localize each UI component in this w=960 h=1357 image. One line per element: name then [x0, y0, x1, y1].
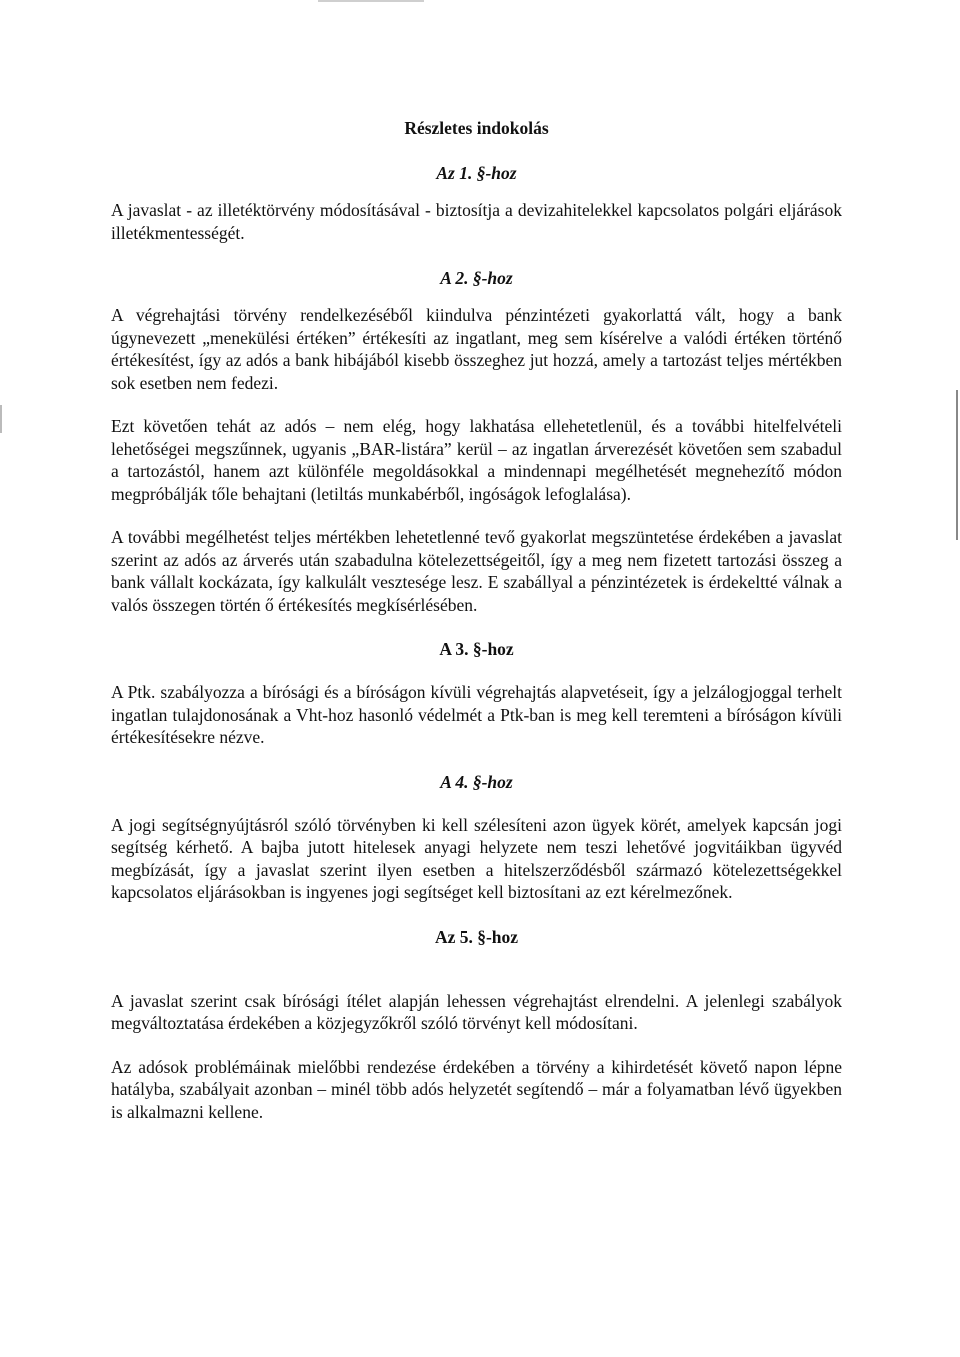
scan-margin-mark — [0, 405, 2, 433]
scan-margin-line — [956, 390, 958, 540]
paragraph-3-1: A Ptk. szabályozza a bírósági és a bíróságon kívüli végrehajtás alapvetéseit, így a jelzálogjoggal terhelt ingatlan tulajdonosának a Vht-hoz hasonló védelmét a Ptk-ban is meg kell teremteni a bíróságon kívüli értékesítésekre nézve. — [111, 682, 842, 747]
section-heading-4: A 4. §-hoz — [440, 771, 513, 792]
paragraph-1-1: A javaslat - az illetéktörvény módosításával - biztosítja a devizahitelekkel kapcsolatos polgári eljárások illetékmentességét. — [111, 200, 842, 243]
section-heading-2: A 2. §-hoz — [440, 268, 513, 288]
document-title: Részletes indokolás — [404, 118, 549, 138]
section-heading-1: Az 1. §-hoz — [436, 163, 517, 183]
paragraph-2-3: A további megélhetést teljes mértékben lehetetlenné tevő gyakorlat megszüntetése érdekében a javaslat szerint az adós az árverés után szabadulna kötelezettségeitől, így a meg nem fizetett tartozási összeg a bank vállalt kockázata, így kalkulált vesztesége lesz. E szabállyal a pénzintézetek is érdekeltté válnak a valós összegen történ ő értékesítés megkísérlésében. — [111, 527, 842, 615]
section-heading-3: A 3. §-hoz — [439, 639, 514, 659]
section-heading-5: Az 5. §-hoz — [434, 926, 519, 947]
paragraph-5-1: A javaslat szerint csak bírósági ítélet alapján lehessen végrehajtást elrendelni. A jelenlegi szabályok megváltoztatása érdekében a közjegyzőkről szóló törvényt kell módosítani. — [111, 990, 842, 1033]
paragraph-4-1: A jogi segítségnyújtásról szóló törvényben ki kell szélesíteni azon ügyek körét, amelyek kapcsán jogi segítség kérhető. A bajba jutott hitelesek anyagi helyzete nem teszi lehetővé jogvitáikban ügyvéd megbízását, így a javaslat szerint ilyen esetben a hitelszerződésből származó kötelezettségekkel kapcsolatos eljárásokban is ingyenes jogi segítséget kell biztosítani az ezt kérelmezőnek. — [111, 814, 842, 902]
paragraph-5-2: Az adósok problémáinak mielőbbi rendezése érdekében a törvény a kihirdetését követő napon lépne hatályba, szabályait azonban – minél több adós helyzetét segítendő – már a folyamatban lévő ügyekben is alkalmazni kellene. — [111, 1056, 842, 1122]
paragraph-2-2: Ezt követően tehát az adós – nem elég, hogy lakhatása ellehetetlenül, és a további hitelfelvételi lehetőségei megszűnnek, ugyanis „BAR-listára” kerül – az ingatlan árverezését követően sem szabadul a tartozástól, hanem azt különféle megoldásokkal a mindennapi megélhetését megnehezítő módon megpróbálják tőle behajtani (letiltás munkabérből, ingóságok lefoglalása). — [111, 416, 842, 504]
paragraph-2-1: A végrehajtási törvény rendelkezéséből kiindulva pénzintézeti gyakorlattá vált, hogy a bank úgynevezett „menekülési értéken” értékesíti az ingatlant, meg sem kísérelve a valódi értéken történő értékesítést, így az adós a bank hibájából kisebb összeghez jut hozzá, amely a tartozást teljes mértékben sok esetben nem fedezi. — [111, 305, 842, 393]
scan-edge-mark — [318, 0, 424, 2]
document-body — [111, 117, 842, 1123]
